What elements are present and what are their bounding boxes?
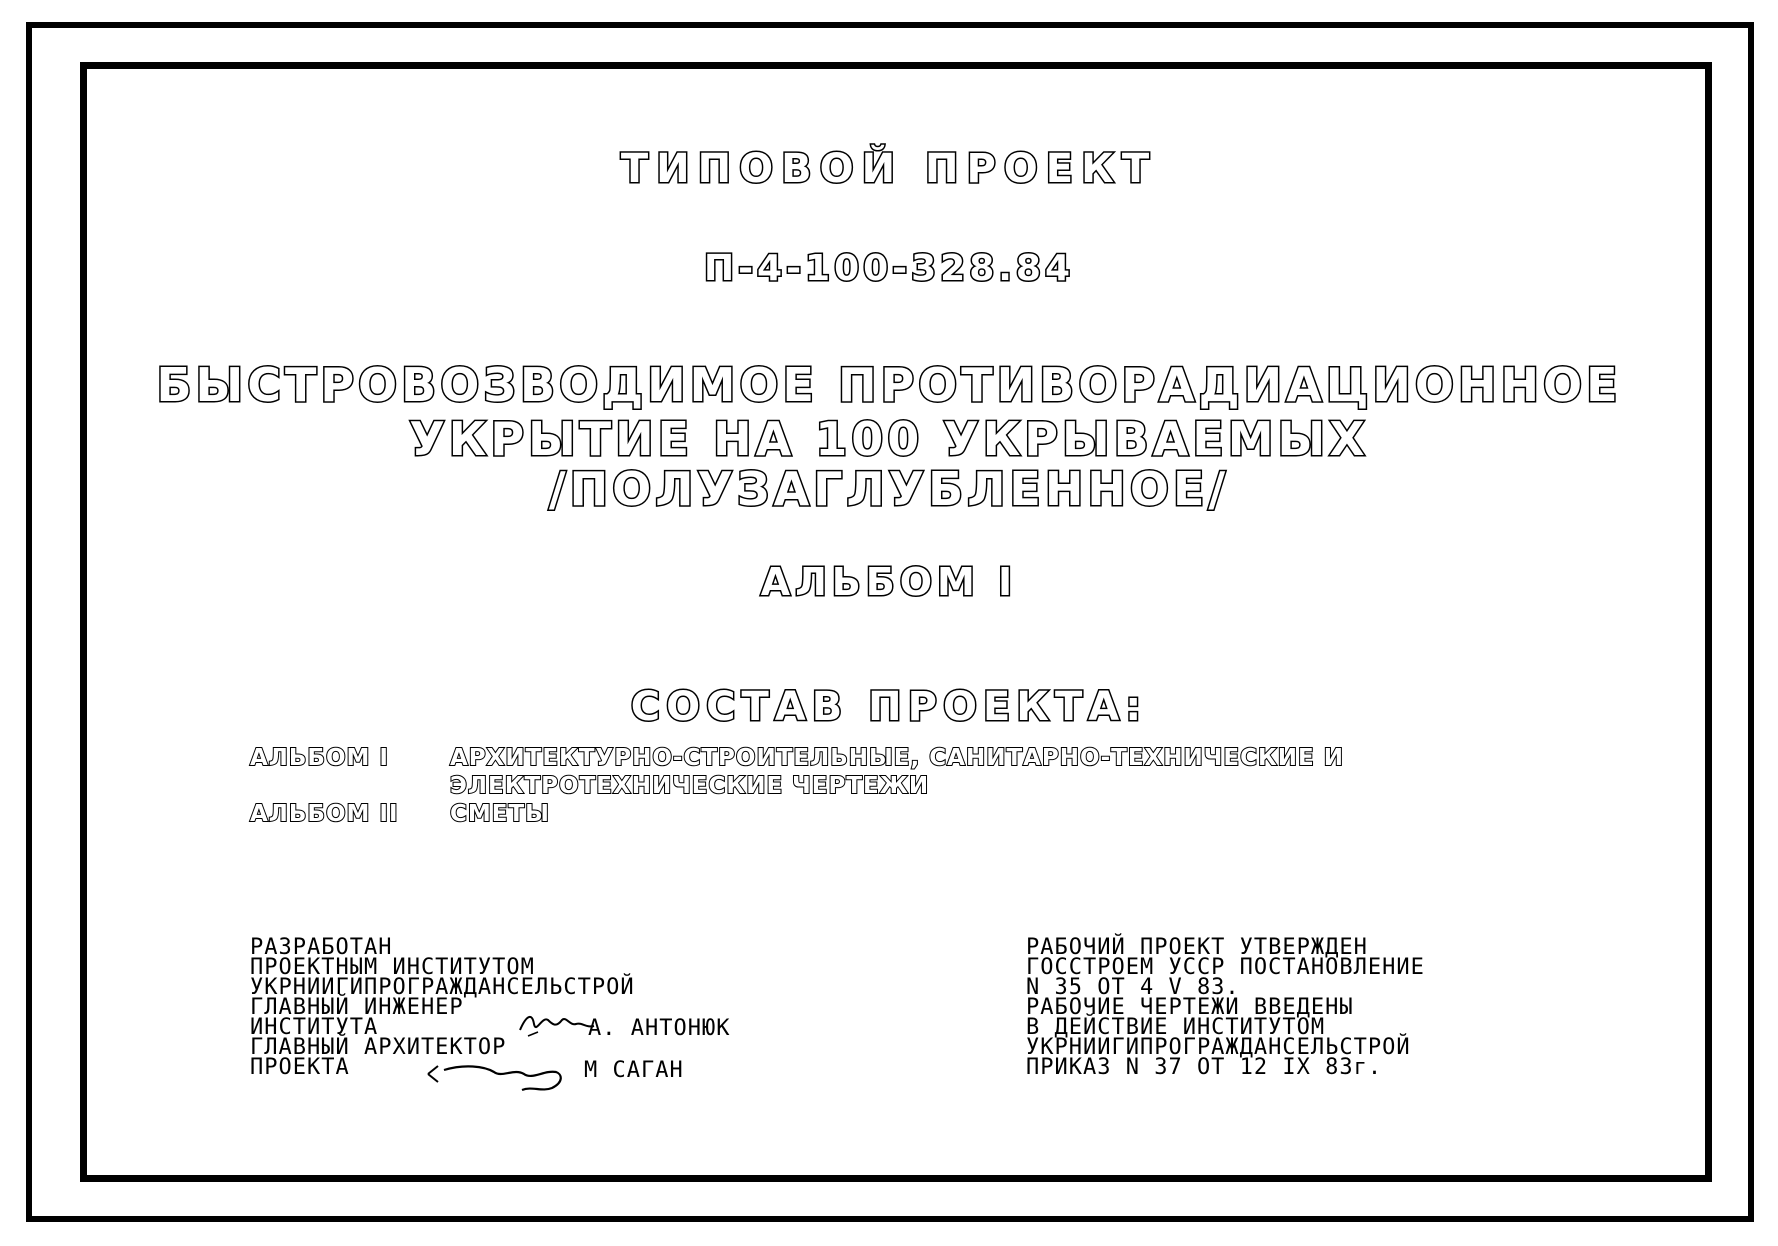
approval-line: ПРИКАЗ N 37 ОТ 12 IX 83г. <box>1026 1055 1383 1080</box>
approval-line: РАБОЧИЙ ПРОЕКТ УТВЕРЖДЕН <box>1026 935 1368 960</box>
composition-item-text: ЭЛЕКТРОТЕХНИЧЕСКИЕ ЧЕРТЕЖИ <box>450 773 930 799</box>
composition-item-album-1-continued <box>450 772 929 800</box>
project-type-title: ТИПОВОЙ ПРОЕКТ <box>620 146 1158 192</box>
approval-line: N 35 ОТ 4 V 83. <box>1026 975 1240 1000</box>
composition-item-album-1 <box>250 744 1344 772</box>
composition-title: СОСТАВ ПРОЕКТА: <box>630 684 1148 730</box>
project-name-line-3: /ПОЛУЗАГЛУБЛЕННОЕ/ <box>548 462 1230 516</box>
developed-by-line: РАЗРАБОТАН <box>250 935 393 960</box>
chief-architect-name: М САГАН <box>584 1058 684 1083</box>
album-title: АЛЬБОМ I <box>760 560 1018 604</box>
approval-line: УКРНИИГИПРОГРАЖДАНСЕЛЬСТРОЙ <box>1026 1035 1411 1060</box>
approval-line: В ДЕЙСТВИЕ ИНСТИТУТОМ <box>1026 1015 1326 1040</box>
chief-engineer-name: А. АНТОНЮК <box>588 1016 731 1041</box>
developed-by-line: ПРОЕКТА <box>250 1055 350 1080</box>
project-name-line-2: УКРЫТИЕ НА 100 УКРЫВАЕМЫХ <box>409 412 1369 466</box>
composition-item-text: СМЕТЫ <box>450 801 550 827</box>
composition-item-album-2 <box>250 800 550 828</box>
chief-architect-signature <box>424 1056 574 1096</box>
chief-engineer-signature <box>516 1006 606 1046</box>
developed-by-line: ГЛАВНЫЙ ИНЖЕНЕР <box>250 995 464 1020</box>
developed-by-line: УКРНИИГИПРОГРАЖДАНСЕЛЬСТРОЙ <box>250 975 635 1000</box>
developed-by-line: ПРОЕКТНЫМ ИНСТИТУТОМ <box>250 955 535 980</box>
approval-line: ГОССТРОЕМ УССР ПОСТАНОВЛЕНИЕ <box>1026 955 1425 980</box>
project-code: П-4-100-328.84 <box>703 248 1075 289</box>
composition-item-label: АЛЬБОМ I <box>250 745 389 771</box>
developed-by-line: ИНСТИТУТА <box>250 1015 379 1040</box>
composition-item-label: АЛЬБОМ II <box>250 801 399 827</box>
developed-by-line: ГЛАВНЫЙ АРХИТЕКТОР <box>250 1035 507 1060</box>
approval-block <box>1026 935 1425 1080</box>
approval-line: РАБОЧИЕ ЧЕРТЕЖИ ВВЕДЕНЫ <box>1026 995 1354 1020</box>
composition-item-text: АРХИТЕКТУРНО-СТРОИТЕЛЬНЫЕ, САНИТАРНО-ТЕХНИЧЕСКИЕ И <box>450 745 1344 771</box>
project-name-line-1: БЫСТРОВОЗВОДИМОЕ ПРОТИВОРАДИАЦИОННОЕ <box>156 358 1622 412</box>
